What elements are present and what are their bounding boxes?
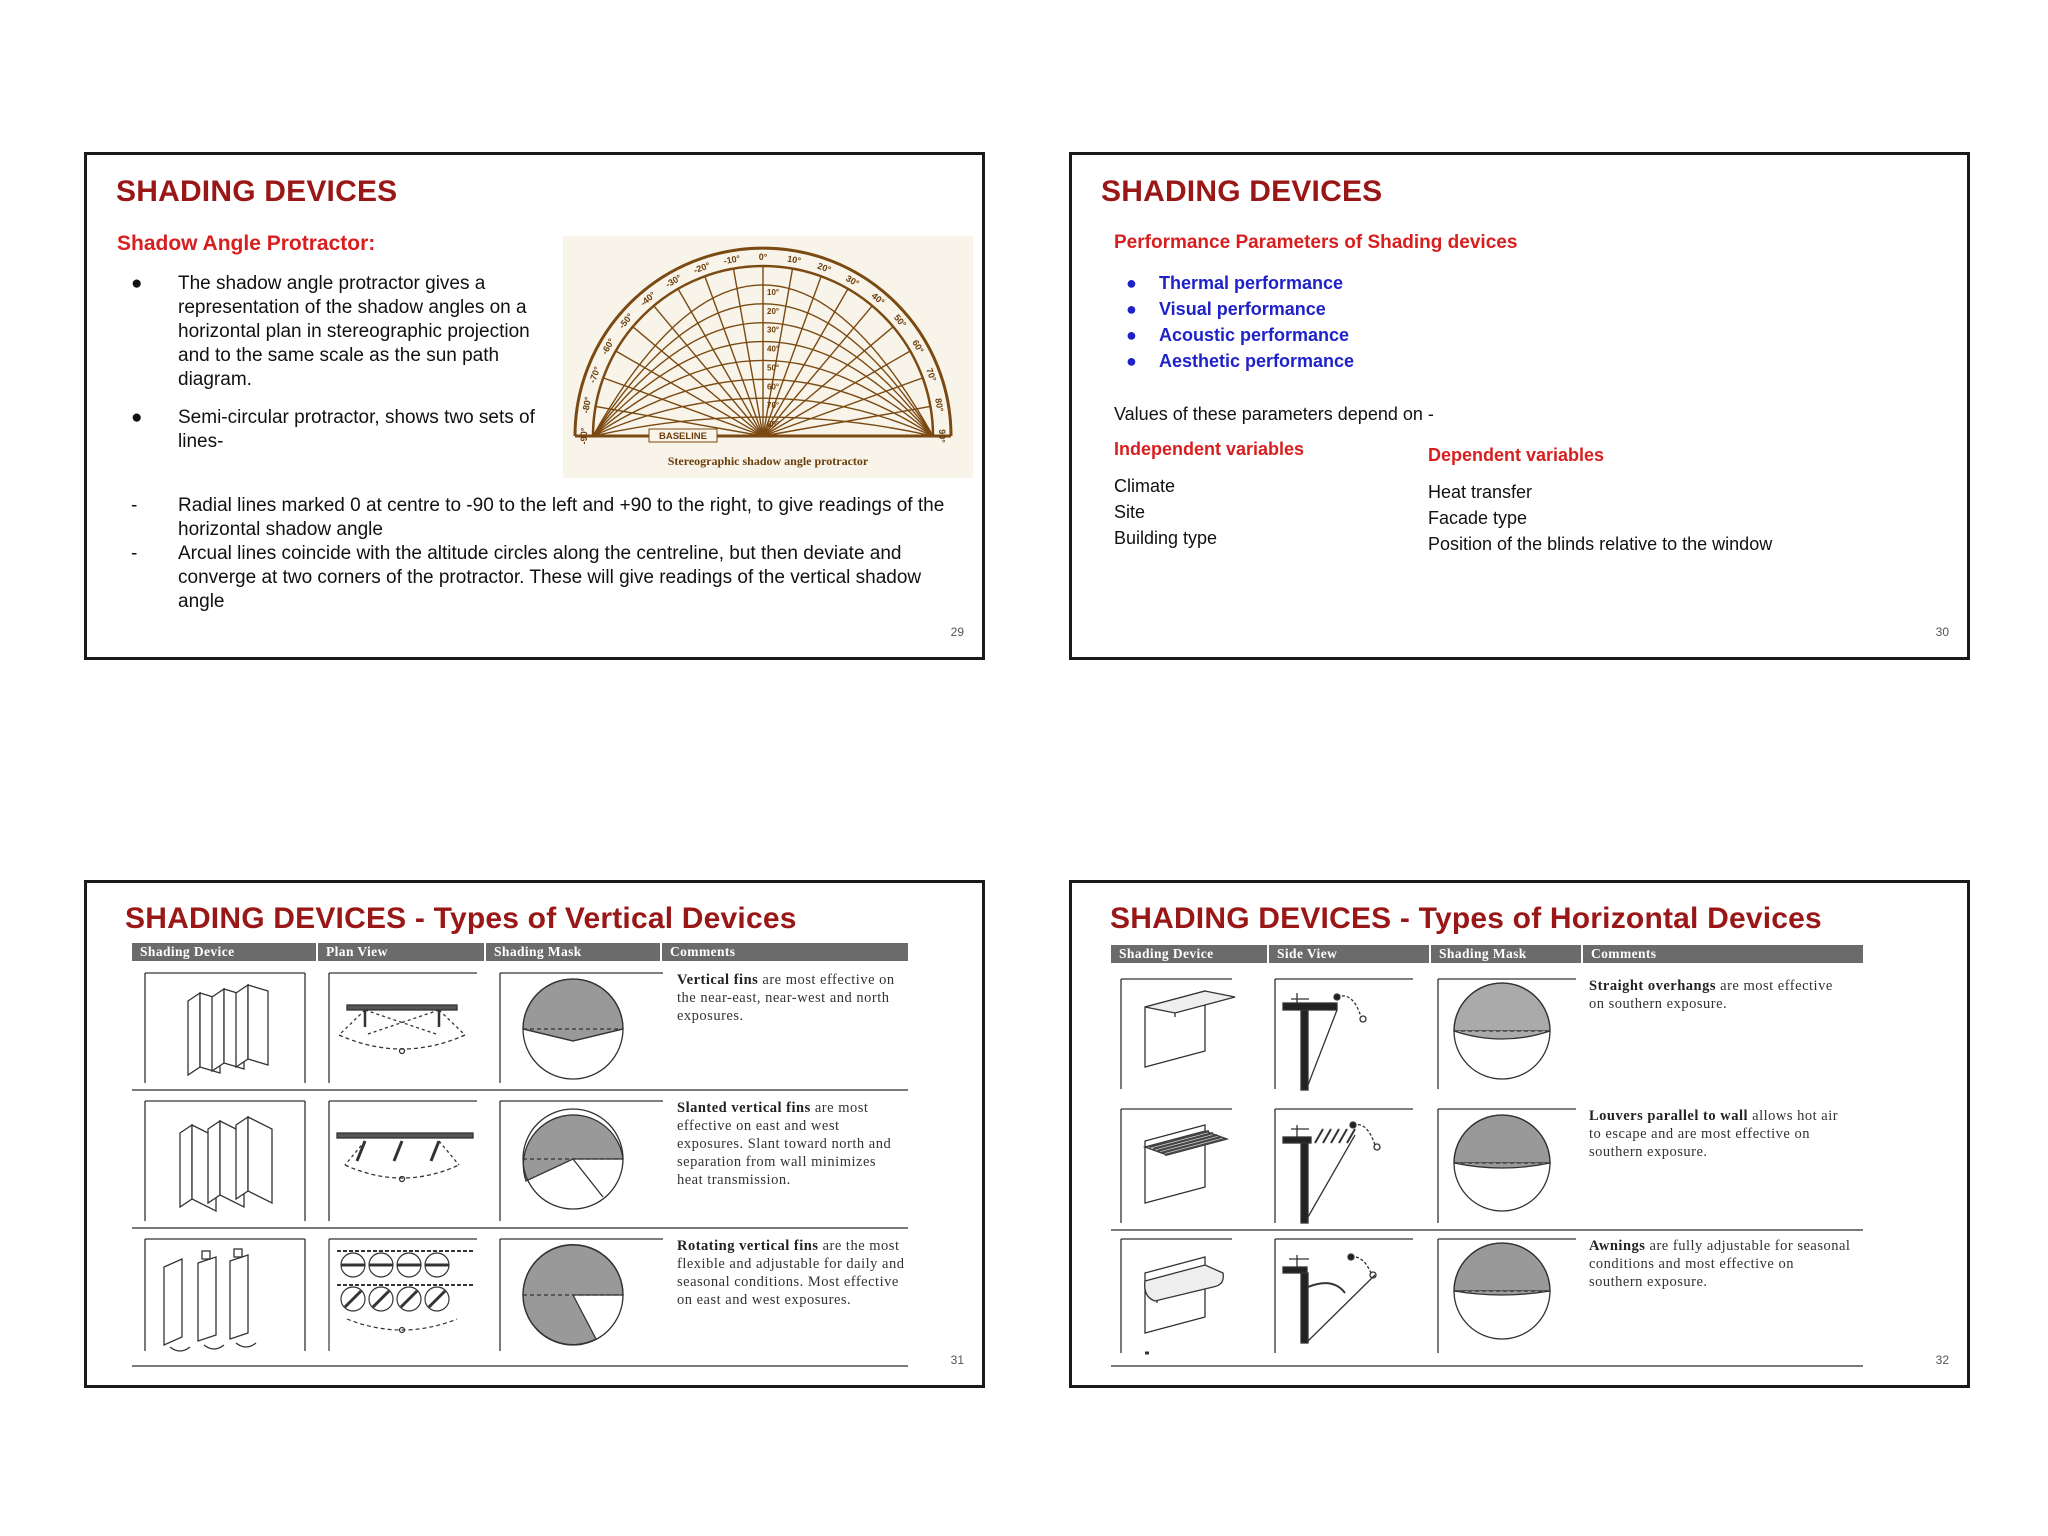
row-divider [132, 1089, 908, 1091]
awning-side-view-icon [1273, 1237, 1423, 1357]
slanted-plan-view-icon [327, 1099, 487, 1225]
column-header: Shading Mask [486, 943, 662, 961]
bullet-dot-icon: ● [131, 273, 143, 294]
slide-subtitle: Performance Parameters of Shading devices [1114, 232, 1518, 253]
device-sketch [140, 1099, 310, 1225]
slide-title: SHADING DEVICES [1101, 175, 1383, 208]
row-divider [1111, 1365, 1863, 1367]
comment-bold: Straight overhangs [1589, 978, 1717, 994]
dependent-variables [1428, 445, 1772, 557]
list-item: Position of the blinds relative to the window [1428, 534, 1773, 554]
overhang-icon [1117, 977, 1267, 1093]
protractor-angle-label: -40° [638, 289, 658, 309]
protractor-angle-label: 10° [786, 253, 802, 266]
bullet-item [131, 406, 535, 456]
table-row [1111, 1107, 1863, 1227]
plan-view [327, 971, 487, 1087]
protractor-altitude-label: 70° [767, 401, 780, 411]
row-divider [132, 1227, 908, 1229]
table-row [1111, 1237, 1863, 1361]
device-sketch [1117, 977, 1267, 1093]
shading-mask-icon [1436, 1237, 1586, 1357]
protractor-altitude-label: 20° [767, 306, 780, 316]
comment-text: are most effective on the near-east, near-west and north exposures. [677, 972, 895, 1024]
protractor-angle-label: -80° [580, 395, 594, 414]
protractor-angle-label: 90° [937, 429, 947, 443]
bullet-dot-icon: ● [1126, 299, 1137, 319]
comment-bold: Louvers parallel to wall [1589, 1108, 1749, 1124]
column-header: Comments [1591, 946, 1657, 961]
protractor-angle-label: 40° [869, 290, 887, 308]
bullet-dot-icon: ● [1126, 351, 1137, 371]
protractor-angle-label: -70° [587, 365, 603, 385]
column-heading: Independent variables [1114, 439, 1305, 459]
title-main: SHADING DEVICES [125, 902, 407, 935]
list-item-label: Aesthetic performance [1159, 351, 1355, 371]
dash-item [131, 542, 961, 614]
comment-text: are most effective on southern exposure. [1589, 978, 1833, 1012]
table-row [132, 1099, 908, 1225]
shading-mask-icon [498, 1099, 668, 1225]
row-comment [677, 971, 905, 1025]
slide-32 [1069, 880, 1970, 1388]
awning-icon [1117, 1237, 1267, 1357]
row-comment [1589, 1107, 1851, 1161]
shading-mask [1436, 977, 1586, 1093]
list-item: Site [1114, 502, 1146, 522]
list-item-label: Visual performance [1159, 299, 1326, 319]
fins-plan-view-icon [327, 971, 487, 1087]
protractor-angle-label: -90° [579, 427, 589, 445]
table-row [132, 971, 908, 1087]
slide-title [125, 902, 797, 936]
comment-bold: Slanted vertical fins [677, 1100, 811, 1116]
shading-mask-icon [1436, 1107, 1586, 1227]
dash-text: Arcual lines coincide with the altitude circles along the centreline, but then deviate and converge at two corners of the protractor. These will give readings of the vertical shadow angle [178, 543, 922, 612]
column-heading: Dependent variables [1428, 445, 1605, 465]
protractor-angle-label: 80° [933, 397, 946, 413]
protractor-angle-label: 50° [891, 312, 909, 330]
protractor-angle-label: -50° [616, 311, 636, 331]
side-view [1273, 1107, 1423, 1227]
row-comment [1589, 977, 1851, 1013]
shading-mask-icon [498, 971, 668, 1087]
device-sketch [1117, 1107, 1267, 1227]
device-sketch [140, 971, 310, 1087]
values-text: Values of these parameters depend on - [1114, 404, 1434, 424]
overhang-side-view-icon [1273, 977, 1423, 1093]
shading-mask [1436, 1107, 1586, 1227]
shading-mask [498, 971, 668, 1087]
side-view [1273, 977, 1423, 1093]
device-sketch [140, 1237, 310, 1355]
page-number: 32 [1935, 1353, 1949, 1367]
protractor-angle-label: 30° [844, 273, 861, 289]
protractor-angle-label: 60° [910, 338, 926, 355]
louvers-side-view-icon [1273, 1107, 1423, 1227]
rotating-plan-view-icon [327, 1237, 487, 1355]
vertical-devices-table [132, 943, 908, 1368]
protractor-angle-label: -20° [692, 260, 712, 276]
slide-subtitle: Shadow Angle Protractor: [117, 232, 376, 255]
slide-title: SHADING DEVICES [116, 175, 398, 208]
comment-text: are fully adjustable for seasonal conditions and most effective on southern exposure. [1589, 1238, 1851, 1290]
row-divider [132, 1365, 908, 1367]
protractor-altitude-label: 50° [767, 363, 780, 373]
dash-marker: - [131, 495, 138, 516]
plan-view [327, 1099, 487, 1225]
column-header: Shading Device [1111, 945, 1269, 963]
table-row [1111, 977, 1863, 1093]
dash-marker: - [131, 543, 138, 564]
row-divider [1111, 1229, 1863, 1231]
dash-item [131, 494, 961, 542]
independent-variables [1114, 439, 1304, 551]
title-main: SHADING DEVICES [1110, 902, 1392, 935]
protractor-altitude-label: 10° [767, 287, 780, 297]
protractor-angle-label: -60° [599, 336, 617, 357]
list-item: Heat transfer [1428, 482, 1533, 502]
slide-31 [84, 880, 985, 1388]
protractor-angle-label: -10° [722, 253, 741, 267]
shading-mask-icon [1436, 977, 1586, 1093]
page-number: 30 [1935, 625, 1949, 639]
comment-bold: Awnings [1589, 1238, 1646, 1254]
table-row [132, 1237, 908, 1363]
list-item: Building type [1114, 528, 1218, 548]
slide-30 [1069, 152, 1970, 660]
plan-view [327, 1237, 487, 1355]
protractor-angle-label: 0° [758, 252, 768, 262]
side-view [1273, 1237, 1423, 1357]
protractor-caption: Stereographic shadow angle protractor [667, 454, 869, 468]
horizontal-devices-table [1111, 945, 1863, 1370]
protractor-angle-label: 20° [816, 260, 833, 275]
protractor-altitude-label: 40° [767, 344, 780, 354]
rotating-fins-icon [140, 1237, 310, 1355]
shading-mask [498, 1099, 668, 1225]
protractor-altitude-label: 60° [767, 382, 780, 392]
slide-29 [84, 152, 985, 660]
row-comment [1589, 1237, 1851, 1291]
comment-bold: Vertical fins [677, 972, 759, 988]
column-header: Shading Device [132, 943, 318, 961]
table-header [132, 943, 908, 961]
slanted-fins-icon [140, 1099, 310, 1225]
table-header [1111, 945, 1863, 963]
comment-text: are most effective on east and west exposures. Slant toward north and separation from wall minimizes heat transmission. [677, 1100, 892, 1188]
device-sketch [1117, 1237, 1267, 1357]
dash-text: Radial lines marked 0 at centre to -90 to the left and +90 to the right, to give readings of the horizontal shadow angle [178, 495, 945, 540]
baseline-label: BASELINE [658, 431, 708, 442]
vertical-fins-icon [140, 971, 310, 1087]
protractor-altitude-label: 30° [767, 325, 780, 335]
page-number: 31 [950, 1353, 964, 1367]
protractor-diagram [563, 236, 973, 478]
protractor-angle-label: 70° [924, 366, 939, 383]
column-header: Shading Mask [1431, 945, 1583, 963]
title-rest: - Types of Vertical Devices [406, 902, 797, 935]
bullet-dot-icon: ● [1126, 325, 1137, 345]
bullet-dot-icon: ● [131, 407, 143, 428]
protractor-angle-label: -30° [663, 272, 684, 290]
comment-text: allows hot air to escape and are most effective on southern exposure. [1589, 1108, 1839, 1160]
shading-mask [1436, 1237, 1586, 1357]
page-number: 29 [950, 625, 964, 639]
row-comment [677, 1099, 905, 1189]
list-item-label: Acoustic performance [1159, 325, 1350, 345]
protractor-figure [563, 236, 973, 478]
comment-bold: Rotating vertical fins [677, 1238, 819, 1254]
column-header: Comments [670, 944, 736, 959]
bullet-dot-icon: ● [1126, 273, 1137, 293]
list-item: Climate [1114, 476, 1176, 496]
louvers-icon [1117, 1107, 1267, 1227]
protractor-altitude-label: 80° [767, 420, 780, 430]
slide-title [1110, 902, 1822, 936]
bullet-text: Semi-circular protractor, shows two sets of lines- [178, 407, 535, 452]
list-item-label: Thermal performance [1159, 273, 1344, 293]
bullet-item [131, 272, 531, 392]
column-header: Side View [1269, 945, 1431, 963]
column-header: Plan View [318, 943, 486, 961]
bullet-text: The shadow angle protractor gives a representation of the shadow angles on a horizontal plan in stereographic projection and to the same scale as the sun path diagram. [178, 273, 530, 390]
comment-text: are the most flexible and adjustable for daily and seasonal conditions. Most effective on east and west exposures. [677, 1238, 905, 1308]
shading-mask-icon [498, 1237, 668, 1355]
title-rest: - Types of Horizontal Devices [1391, 902, 1822, 935]
shading-mask [498, 1237, 668, 1355]
list-item: Facade type [1428, 508, 1528, 528]
row-comment [677, 1237, 905, 1309]
